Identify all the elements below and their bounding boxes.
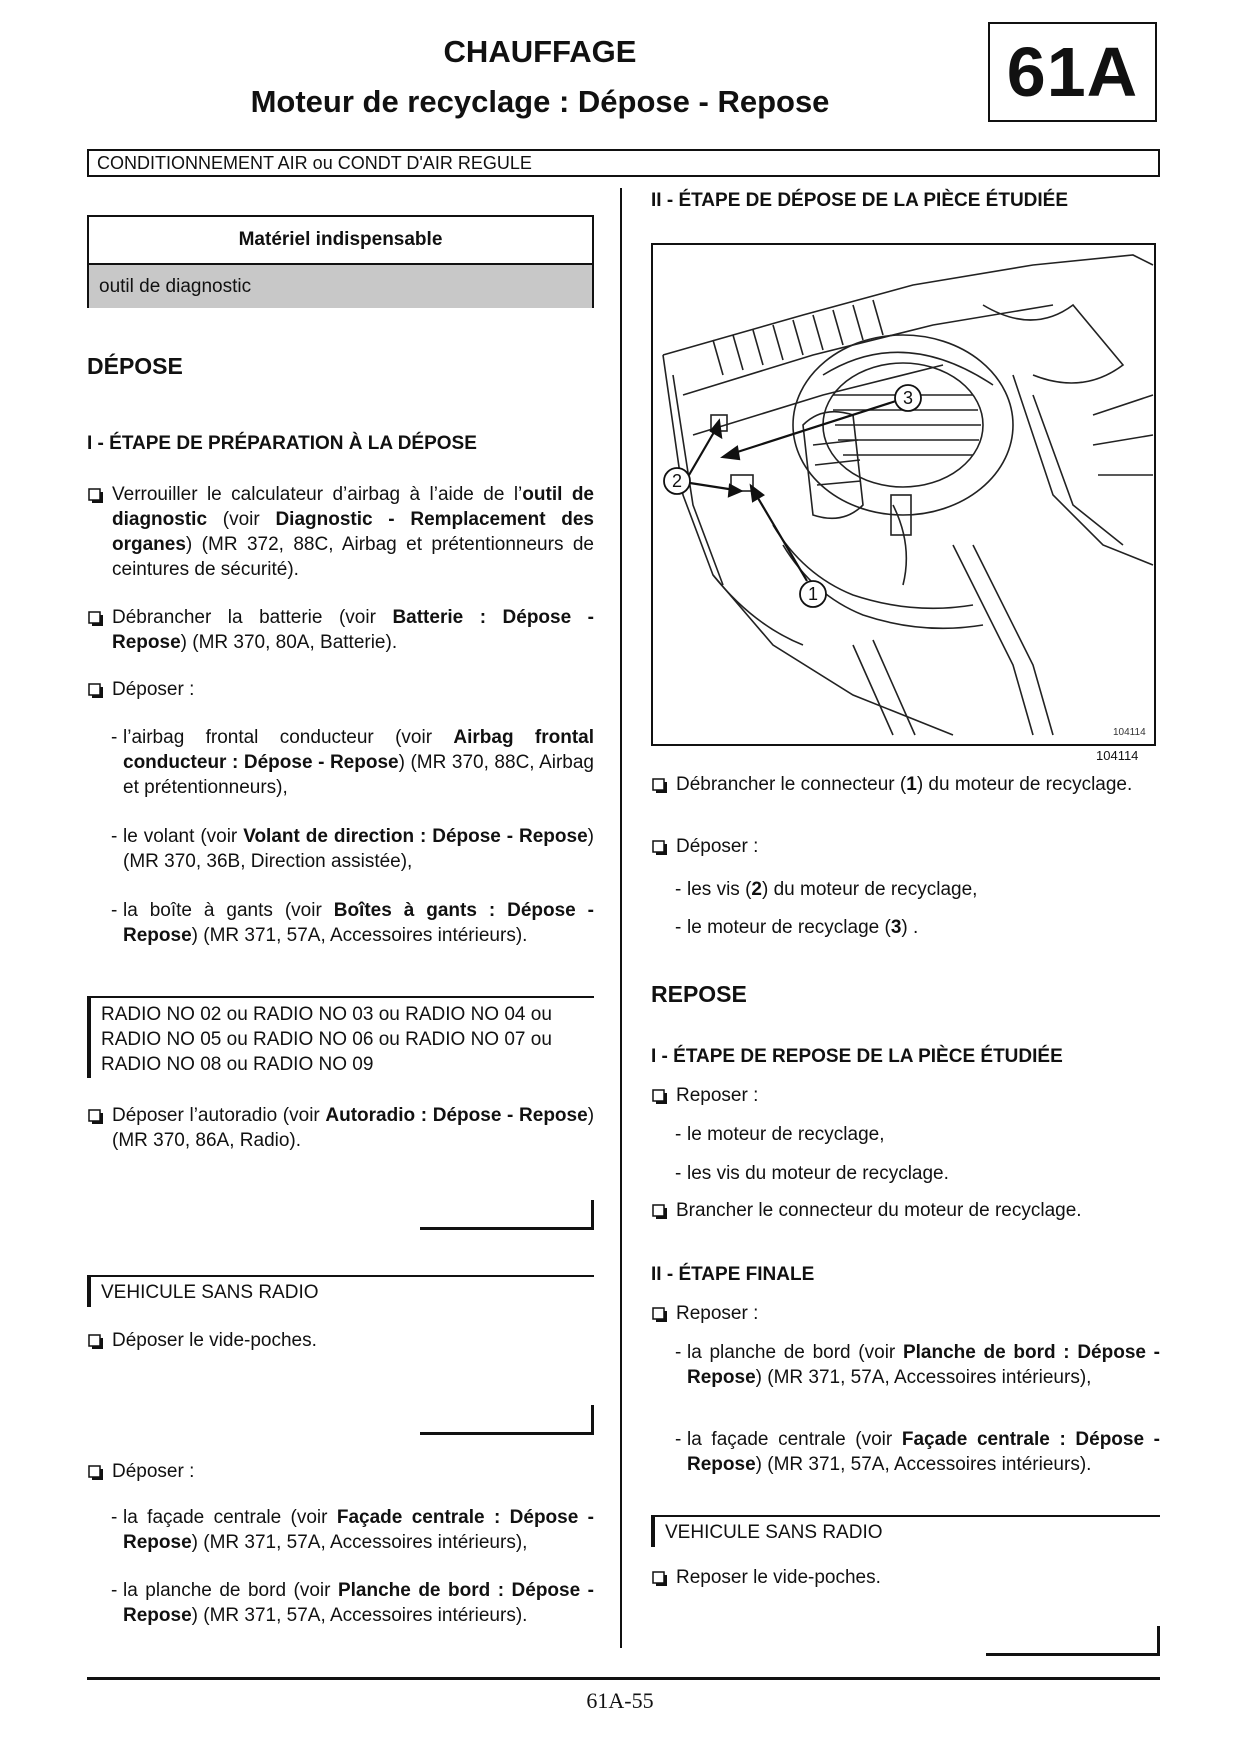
repose-step1-heading: I - ÉTAPE DE REPOSE DE LA PIÈCE ÉTUDIÉE [651, 1046, 1063, 1067]
sub-moteur: le moteur de recyclage (3) . [687, 917, 919, 938]
repose-heading: REPOSE [651, 981, 747, 1007]
engine-illustration-icon [653, 245, 1154, 744]
checkbox-bullet-icon [88, 683, 104, 699]
footer-rule [87, 1677, 1160, 1680]
para-deposer-2: Déposer : [112, 1461, 195, 1482]
materiel-item: outil de diagnostic [89, 265, 592, 308]
callout-3: 3 [902, 388, 914, 408]
para-autoradio: Déposer l’autoradio (voir Autoradio : Dépose - Repose) (MR 370, 86A, Radio). [112, 1105, 595, 1151]
para-deposer-1: Déposer : [112, 679, 195, 700]
end-of-condition-mark [420, 1200, 594, 1230]
page-number: 61A-55 [586, 1688, 654, 1713]
para-verrouiller: Verrouiller le calculateur d’airbag à l’aide de l’outil de diagnostic (voir Diagnostic - Remplacement des organes) (MR 372, 88C, Airbag et prétentionneurs de ceintures de sécurité). [112, 484, 594, 580]
depose-step1-heading: I - ÉTAPE DE PRÉPARATION À LA DÉPOSE [87, 433, 477, 454]
sub-volant: le volant (voir Volant de direction : Dépose - Repose) (MR 370, 36B, Direction assistée), [123, 826, 594, 872]
sub-repose-moteur: le moteur de recyclage, [687, 1124, 885, 1145]
para-vide-poches-repose: Reposer le vide-poches. [676, 1567, 881, 1588]
page-title: CHAUFFAGE [443, 34, 637, 69]
callout-2: 2 [671, 471, 683, 491]
sub-boite-gants: la boîte à gants (voir Boîtes à gants : Dépose - Repose) (MR 371, 57A, Accessoires intérieurs). [123, 900, 594, 946]
materiel-table [87, 215, 594, 308]
figure-inner-code: 104114 [1113, 727, 1146, 738]
sub-repose-facade: la façade centrale (voir Façade centrale : Dépose - Repose) (MR 371, 57A, Accessoires intérieurs). [687, 1429, 1160, 1475]
sans-radio-condition-left: VEHICULE SANS RADIO [87, 1275, 594, 1307]
end-of-condition-mark [986, 1626, 1160, 1656]
para-deposer-3: Déposer : [676, 836, 759, 857]
checkbox-bullet-icon [652, 840, 668, 856]
para-debrancher-connecteur: Débrancher le connecteur (1) du moteur de recyclage. [676, 774, 1133, 795]
column-divider [620, 188, 622, 1648]
checkbox-bullet-icon [88, 1465, 104, 1481]
checkbox-bullet-icon [88, 1334, 104, 1350]
para-reposer-1: Reposer : [676, 1085, 759, 1106]
para-vide-poches-depose: Déposer le vide-poches. [112, 1330, 317, 1351]
sub-planche-bord: la planche de bord (voir Planche de bord : Dépose - Repose) (MR 371, 57A, Accessoires intérieurs). [123, 1580, 594, 1626]
sub-vis: les vis (2) du moteur de recyclage, [687, 879, 978, 900]
condition-banner: CONDITIONNEMENT AIR ou CONDT D'AIR REGULE [87, 149, 1160, 177]
figure-recycling-motor [651, 243, 1156, 746]
repose-step2-heading: II - ÉTAPE FINALE [651, 1264, 815, 1285]
sub-repose-vis: les vis du moteur de recyclage. [687, 1163, 949, 1184]
page-subtitle: Moteur de recyclage : Dépose - Repose [250, 84, 830, 119]
checkbox-bullet-icon [652, 1307, 668, 1323]
checkbox-bullet-icon [88, 1109, 104, 1125]
para-reposer-2: Reposer : [676, 1303, 759, 1324]
section-code: 61A [988, 22, 1157, 122]
materiel-heading: Matériel indispensable [89, 217, 592, 265]
checkbox-bullet-icon [652, 1089, 668, 1105]
checkbox-bullet-icon [88, 611, 104, 627]
sans-radio-condition-right: VEHICULE SANS RADIO [651, 1515, 1160, 1547]
para-brancher-connecteur: Brancher le connecteur du moteur de recyclage. [676, 1200, 1082, 1221]
depose-heading: DÉPOSE [87, 353, 183, 379]
radio-condition-block: RADIO NO 02 ou RADIO NO 03 ou RADIO NO 04 ou RADIO NO 05 ou RADIO NO 06 ou RADIO NO 07 ou RADIO NO 08 ou RADIO NO 09 [87, 996, 594, 1078]
checkbox-bullet-icon [652, 1571, 668, 1587]
para-batterie: Débrancher la batterie (voir Batterie : Dépose - Repose) (MR 370, 80A, Batterie). [112, 607, 595, 653]
checkbox-bullet-icon [652, 1204, 668, 1220]
sub-facade-centrale: la façade centrale (voir Façade centrale : Dépose - Repose) (MR 371, 57A, Accessoires intérieurs), [123, 1507, 594, 1553]
figure-code: 104114 [1096, 748, 1139, 763]
checkbox-bullet-icon [88, 488, 104, 504]
callout-1: 1 [807, 584, 819, 604]
depose-step2-heading: II - ÉTAPE DE DÉPOSE DE LA PIÈCE ÉTUDIÉE [651, 190, 1069, 211]
sub-airbag: l’airbag frontal conducteur (voir Airbag frontal conducteur : Dépose - Repose) (MR 370, 88C, Airbag et prétentionneurs), [123, 727, 594, 798]
sub-repose-planche: la planche de bord (voir Planche de bord : Dépose - Repose) (MR 371, 57A, Accessoires intérieurs), [687, 1342, 1160, 1388]
end-of-condition-mark [420, 1405, 594, 1435]
checkbox-bullet-icon [652, 778, 668, 794]
